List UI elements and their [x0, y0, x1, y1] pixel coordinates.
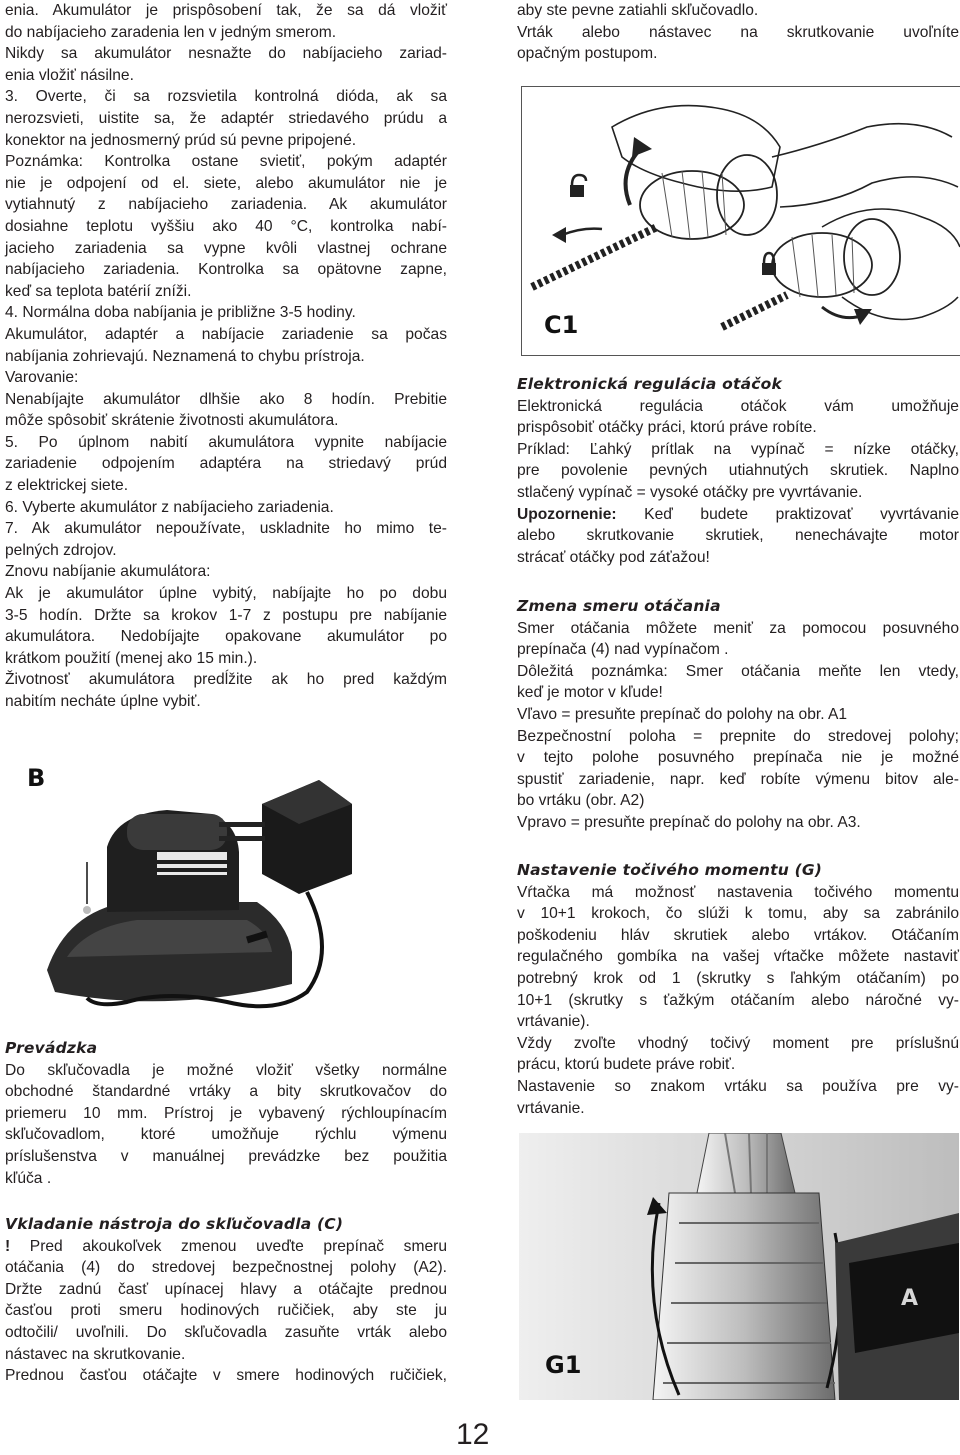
text-line: Dôležitá poznámka: Smer otáčania meňte len vtedy,	[517, 662, 959, 680]
text-line: vrtávanie).	[517, 1013, 590, 1031]
text-line: strácať otáčky pod záťažou!	[517, 548, 710, 566]
text-line: môže spôsobiť skrátenie životnosti akumulátora.	[5, 412, 339, 430]
text-line: priemeru 10 mm. Prístroj je vybavený rýchloupínacím	[5, 1104, 447, 1122]
text-line: pre povolenie pevných utiahnutých skrutiek. Naplno	[517, 462, 959, 480]
charging-instructions	[5, 0, 447, 713]
text-line: opačným postupom.	[517, 45, 658, 63]
text-line: nabíjania zohrievajú. Neznamená to chybu prístroja.	[5, 347, 365, 365]
text-line: Vľavo = presuňte prepínač do polohy na obr. A1	[517, 705, 848, 723]
text-line: enia vložiť násilne.	[5, 66, 134, 84]
text-line: Nastavenie so znakom vrtáku sa používa pre vy-	[517, 1077, 959, 1095]
text-line: otáčania (4) do stredovej bezpečnostnej polohy (A2).	[5, 1259, 447, 1277]
warning-line	[5, 1236, 447, 1258]
text-line: stlačený vypínač = vysoké otáčky pre vyvrtávanie.	[517, 483, 863, 501]
text-line: Do skľučovadla je možné vložiť všetky normálne	[5, 1061, 447, 1079]
drill-illustration	[519, 1133, 959, 1400]
chuck-drawing	[522, 87, 960, 356]
page-number: 12	[456, 1418, 490, 1451]
figure-b-charger-photo	[7, 752, 449, 1020]
text-line: potrebný krok od 1 (skrutky s ľahkým otáčaním) po	[517, 969, 959, 987]
charger-illustration	[7, 752, 449, 1020]
text-line: Držte zadnú časť upínacej hlavy a otáčajte prednou	[5, 1280, 447, 1298]
section-heading-nastavenie: Nastavenie točivého momentu (G)	[517, 861, 823, 879]
section-heading-vkladanie: Vkladanie nástroja do skľučovadla (C)	[5, 1215, 344, 1233]
text-line: prispôsobiť otáčky práci, ktorú práve robíte.	[517, 419, 817, 437]
text-line: vytiahnutý z nabíjacieho zariadenia. Ak akumulátor	[5, 196, 447, 214]
text-line: jacieho zariadenia sa vypne kvôli vlastnej ochrane	[5, 239, 447, 257]
text-line: príslušenstva v manuálnej prevádzke bez použitia	[5, 1147, 447, 1165]
text-line: Elektronická regulácia otáčok vám umožňuje	[517, 397, 959, 415]
text-line: prepínača (4) nad vypínačom .	[517, 641, 729, 659]
text-line: Príklad: Ľahký prítlak na vypínač = nízke otáčky,	[517, 440, 959, 458]
text-line: z elektrickej siete.	[5, 477, 129, 495]
text-line: bo vrtáku (obr. A2)	[517, 792, 645, 810]
direction-change-section	[517, 596, 959, 834]
text-line: 6. Vyberte akumulátor z nabíjacieho zariadenia.	[5, 498, 334, 516]
text-line: pelných zdrojov.	[5, 541, 117, 559]
electronic-speed-section	[517, 374, 959, 568]
text-line: skľučovadlom, ktoré umožňuje rýchlu výmenu	[5, 1126, 447, 1144]
text-line: kľúča .	[5, 1169, 52, 1187]
warning-line	[517, 504, 959, 526]
figure-label: G1	[545, 1351, 582, 1379]
text-line: Nikdy sa akumulátor nesnažte do nabíjacieho zariad-	[5, 45, 447, 63]
operation-section	[5, 1038, 447, 1189]
text-line: Bezpečnostní poloha = prepnite do stredovej polohy;	[517, 727, 959, 745]
text-line: 10+1 (skrutky s ťažkým otáčaním alebo náročné vy-	[517, 991, 959, 1009]
text-line: časťou proti smeru hodinových ručičiek, aby ste ju	[5, 1302, 447, 1320]
figure-c1-chuck-illustration	[521, 86, 960, 356]
text-line: Znovu nabíjanie akumulátora:	[5, 563, 211, 581]
figure-g1-drill-photo	[519, 1133, 959, 1400]
text-line: alebo skrutkovanie skrutiek, nenechávajte motor	[517, 527, 959, 545]
drill-brand-mark: A	[901, 1286, 919, 1311]
warning-label: Upozornenie:	[517, 505, 617, 523]
text-line: 7. Ak akumulátor nepoužívate, uskladnite ho mimo te-	[5, 520, 447, 538]
text-line: obchodné štandardné vrtáky a bity skrutkovačov do	[5, 1083, 447, 1101]
text-line: krátkom použití (menej ako 15 min.).	[5, 649, 258, 667]
figure-label: B	[27, 764, 46, 792]
text-line: 5. Po úplnom nabití akumulátora vypnite nabíjacie	[5, 433, 447, 451]
text-line: Pred akoukoľvek zmenou uveďte prepínač smeru	[10, 1237, 447, 1255]
chuck-tightening-continued	[517, 0, 959, 65]
text-line: regulačného gombíka na vašej vŕtačke môžete nastaviť	[517, 948, 959, 966]
text-line: nerozsvieti, uistite sa, že adaptér striedavého prúdu a	[5, 109, 447, 127]
text-line: Prednou časťou otáčajte v smere hodinových ručičiek,	[5, 1367, 447, 1385]
text-line: do nabíjacieho zaradenia len v jedným smerom.	[5, 23, 337, 41]
text-line: konektor na jednosmerný prúd sú pevne pripojené.	[5, 131, 357, 149]
text-line: 3-5 hodín. Držte sa krokov 1-7 z postupu pre nabíjanie	[5, 606, 447, 624]
text-line: keď je motor v kľude!	[517, 684, 663, 702]
text-line: spustiť zariadenie, napr. keď robíte výmenu bitov ale-	[517, 770, 959, 788]
text-line: vrtávanie.	[517, 1099, 585, 1117]
exclamation-mark: !	[5, 1237, 11, 1255]
text-line: Keď budete praktizovať vyvrtávanie	[616, 505, 959, 523]
text-line: dosiahne teplotu vyššiu ako 40 °C, kontrolka nabí-	[5, 217, 447, 235]
text-line: 4. Normálna doba nabíjania je približne 3-5 hodiny.	[5, 304, 356, 322]
text-line: Vpravo = presuňte prepínač do polohy na obr. A3.	[517, 813, 861, 831]
text-line: aby ste pevne zatiahli skľučovadlo.	[517, 2, 759, 19]
text-line: Smer otáčania môžete meniť za pomocou posuvného	[517, 619, 959, 637]
text-line: v 10+1 krokoch, čo slúži k tomu, aby sa zabránilo	[517, 905, 959, 923]
text-line: nie je odpojení od el. siete, alebo akumulátor nie je	[5, 174, 447, 192]
tool-insertion-section	[5, 1214, 447, 1387]
text-line: Vždy zvoľte vhodný točivý moment pre príslušnú	[517, 1034, 959, 1052]
text-line: Ak je akumulátor úplne vybitý, nabíjajte ho po dobu	[5, 585, 447, 603]
text-line: enia. Akumulátor je prispôsobení tak, že sa dá vložiť	[5, 2, 447, 19]
figure-label: C1	[544, 311, 579, 339]
text-line: Poznámka: Kontrolka ostane svietiť, pokým adaptér	[5, 153, 447, 171]
text-line: Akumulátor, adaptér a nabíjacie zariadenie sa počas	[5, 325, 447, 343]
text-line: 3. Overte, či sa rozsvietila kontrolná dióda, ak sa	[5, 88, 447, 106]
text-line: Životnosť akumulátora predĺžite ak ho pred každým	[5, 671, 447, 689]
text-line: v tejto polohe posuvného prepínača nie je možné	[517, 749, 959, 767]
text-line: Varovanie:	[5, 369, 79, 387]
text-line: zariadenie odpojením adaptéra na striedavý prúd	[5, 455, 447, 473]
text-line: Vŕtačka má možnosť nastavenia točivého momentu	[517, 883, 959, 901]
section-heading-zmena: Zmena smeru otáčania	[517, 597, 721, 615]
text-line: odtočili/ uvoľnili. Do skľučovadla zasuňte vrták alebo	[5, 1323, 447, 1341]
text-line: nástavec na skrutkovanie.	[5, 1345, 186, 1363]
text-line: nabíjacieho zariadenia. Kontrolka sa opätovne zapne,	[5, 261, 447, 279]
text-line: Vrták alebo nástavec na skrutkovanie uvoľníte	[517, 23, 959, 41]
section-heading-elektronicka: Elektronická regulácia otáčok	[517, 375, 783, 393]
text-line: nabitím necháte úplne vybiť.	[5, 693, 201, 710]
text-line: poškodeniu hláv skrutiek alebo vrtákov. Otáčaním	[517, 926, 959, 944]
text-line: prácu, ktorú budete práve robiť.	[517, 1056, 736, 1074]
text-line: Nenabíjajte akumulátor dlhšie ako 8 hodín. Prebitie	[5, 390, 447, 408]
text-line: akumulátora. Nedobíjajte opakovane akumulátor po	[5, 628, 447, 646]
torque-setting-section	[517, 860, 959, 1119]
text-line: keď sa teplota batérií zníži.	[5, 282, 192, 300]
section-heading-prevadzka: Prevádzka	[5, 1039, 98, 1057]
